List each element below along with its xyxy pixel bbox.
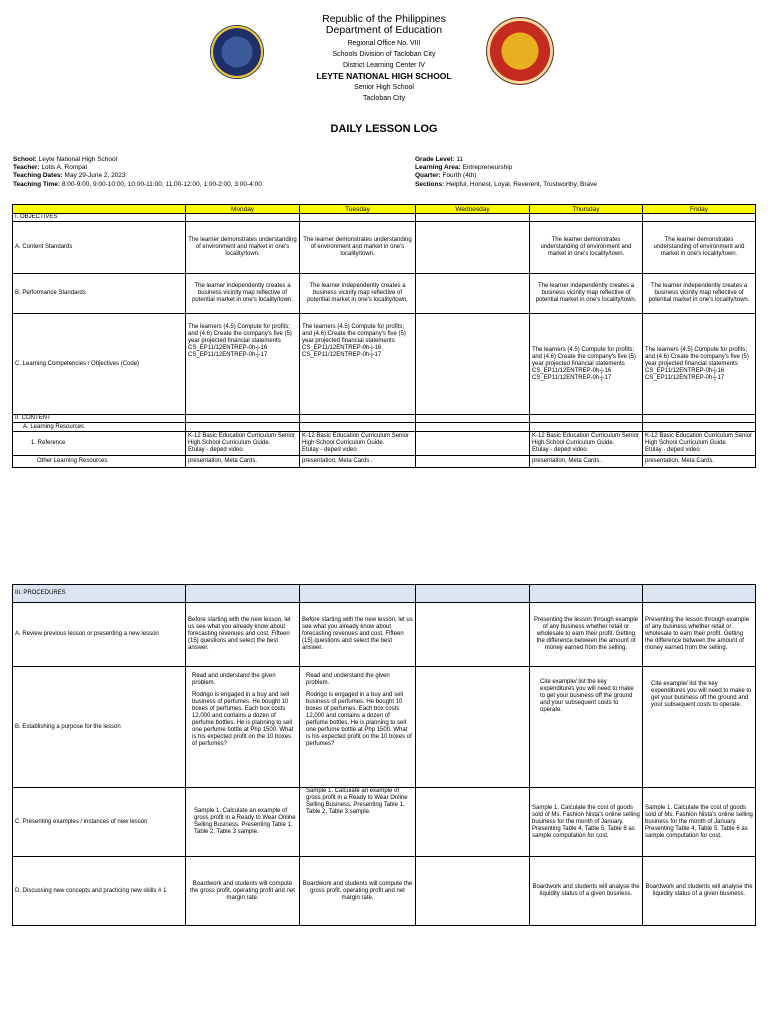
ref-thursday-text: K-12 Basic Education Curriculum Senior High School Curriculum Guide. bbox=[532, 433, 640, 446]
lc-monday-code1: CS_EP11/12ENTREP-0h-j-16 bbox=[188, 345, 268, 351]
cs-monday: The learner demonstrates understanding of environment and market in one's locality/town. bbox=[186, 222, 300, 274]
ref-friday bbox=[643, 432, 756, 456]
header-city: Tacloban City bbox=[362, 95, 406, 102]
learning-resources-row bbox=[13, 423, 756, 432]
examples-tuesday: Sample 1. Calculate an example of gross profit in a Ready to Wear Online Selling Business. Presenting Table 1, Table 2, Table 3 sample. bbox=[300, 788, 416, 857]
lc-monday-text: The learners (4.5) Compute for profits; and (4.6) Create the company's five (5) year projected financial statements bbox=[188, 324, 292, 344]
purpose-friday: Cite example/ list the key expenditures you will need to make to get your business off the ground and your subsequent costs to operate. bbox=[643, 667, 756, 788]
day-wednesday: Wednesday bbox=[416, 205, 530, 214]
other-friday: presentation, Meta Cards. bbox=[643, 456, 756, 468]
other-resources-label: Other Learning Resources bbox=[13, 456, 186, 468]
learning-resources-label: A. Learning Resources bbox=[13, 423, 186, 432]
ref-tuesday-etulay: Etulay - deped video bbox=[302, 447, 357, 453]
day-thursday: Thursday bbox=[530, 205, 643, 214]
purpose-label: B. Establishing a purpose for the lesson bbox=[13, 667, 186, 788]
ref-tuesday bbox=[300, 432, 416, 456]
purpose-monday bbox=[186, 667, 300, 788]
time-label: Teaching Time: bbox=[13, 180, 61, 188]
discussing-monday: Boardwork and students will compute the gross profit, operating profit and net margin rate. bbox=[186, 857, 300, 926]
other-monday: presentation, Meta Cards. bbox=[186, 456, 300, 468]
lc-tuesday-code2: CS_EP11/12ENTREP-0h-j-17 bbox=[302, 352, 382, 358]
purpose-monday-intro: Read and understand the given problem. bbox=[192, 673, 276, 686]
examples-monday: Sample 1. Calculate an example of gross profit in a Ready to Wear Online Selling Business. Presenting Table 1, Table 2, Table 3 sample. bbox=[186, 788, 300, 857]
objectives-heading: I. OBJECTIVES bbox=[13, 214, 186, 222]
review-tuesday: Before starting with the new lesson, let us see what you already know about forecasting revenues and cost. Fifteen (15) questions and select the best answer. bbox=[300, 603, 416, 667]
header-division: Schools Division of Tacloban City bbox=[332, 51, 436, 58]
ref-monday-text: K-12 Basic Education Curriculum Senior High School Curriculum Guide. bbox=[188, 433, 296, 446]
content-standards-label: A. Content Standards bbox=[13, 222, 186, 274]
competencies-row bbox=[13, 314, 756, 415]
ref-monday bbox=[186, 432, 300, 456]
examples-thursday: Sample 1. Calculate the cost of goods sold of Ms. Fashion Nista's online selling business for the month of January. Presenting Table 4, Table 5, Table 6 as sample computation for cost. bbox=[530, 788, 643, 857]
area-label: Learning Area: bbox=[415, 164, 461, 172]
procedures-row bbox=[13, 585, 756, 603]
purpose-tuesday-intro: Read and understand the given problem. bbox=[306, 673, 390, 686]
other-thursday: presentation, Meta Cards . bbox=[530, 456, 643, 468]
discussing-tuesday: Boardwork and students will compute the gross profit, operating profit and net margin rate. bbox=[300, 857, 416, 926]
info-left bbox=[13, 156, 403, 189]
lc-monday-code2: CS_EP11/12ENTREP-0h-j-17 bbox=[188, 352, 268, 358]
day-header-row bbox=[13, 205, 756, 214]
teacher-label: Teacher: bbox=[13, 164, 40, 172]
header-republic: Republic of the Philippines bbox=[322, 13, 446, 25]
ref-thursday-etulay: Etulay - deped video bbox=[532, 447, 587, 453]
other-resources-row bbox=[13, 456, 756, 468]
header-school: LEYTE NATIONAL HIGH SCHOOL bbox=[316, 71, 452, 81]
reference-row bbox=[13, 432, 756, 456]
content-row bbox=[13, 415, 756, 423]
teacher-value: Lotis A. Rompal bbox=[41, 164, 87, 172]
dates-label: Teaching Dates: bbox=[13, 172, 63, 180]
review-thursday: Presenting the lesson through example of any business whether retail or wholesale to earn their profit. Getting the difference between the amount of money earned from the selling. bbox=[530, 603, 643, 667]
sections-label: Sections: bbox=[415, 180, 445, 188]
purpose-tuesday-problem: Rodrigo is engaged in a buy and sell business of perfumes. He bought 10 boxes of perfumes. Each box costs 12,000 and contains a dozen of perfume bottles. He is planning to sell one perfume bottle at Php 1500. What is his expected profit on the 10 boxes of perfumes? bbox=[306, 692, 412, 747]
document-header bbox=[0, 14, 768, 104]
review-label: A. Review previous lesson or presenting a new lesson bbox=[13, 603, 186, 667]
objectives-table bbox=[12, 204, 756, 468]
discussing-label: D. Discussing new concepts and practicing new skills # 1 bbox=[13, 857, 186, 926]
cs-friday: The learner demonstrates understanding of environment and market in one's locality/town. bbox=[643, 222, 756, 274]
purpose-thursday: Cite example/ list the key expenditures you will need to make to get your business off the ground and your subsequent costs to operate. bbox=[530, 667, 643, 788]
other-tuesday: presentation, Meta Cards . bbox=[300, 456, 416, 468]
ref-thursday bbox=[530, 432, 643, 456]
page-title: DAILY LESSON LOG bbox=[330, 123, 438, 135]
school-value: Leyte National High School bbox=[38, 156, 118, 163]
grade-value: 11 bbox=[456, 156, 463, 163]
content-standards-row bbox=[13, 222, 756, 274]
procedures-heading: III. PROCEDURES bbox=[13, 585, 186, 603]
sections-value: Helpful, Honest, Loyal, Reverent, Trustworthy, Brave bbox=[446, 180, 597, 188]
lc-tuesday-code1: CS_EP11/12ENTREP-0h-j-16 bbox=[302, 345, 382, 351]
day-friday: Friday bbox=[643, 205, 756, 214]
discussing-thursday: Boardwork and students will analyse the liquidity status of a given business. bbox=[530, 857, 643, 926]
purpose-row bbox=[13, 667, 756, 788]
objectives-row bbox=[13, 214, 756, 222]
day-tuesday: Tuesday bbox=[300, 205, 416, 214]
grade-label: Grade Level: bbox=[415, 156, 455, 163]
examples-row bbox=[13, 788, 756, 857]
info-right bbox=[415, 156, 755, 189]
lc-friday bbox=[643, 314, 756, 415]
quarter-value: Fourth (4th) bbox=[442, 172, 477, 180]
lc-thursday-text: The learners (4.5) Compute for profits; and (4.6) Create the company's five (5) year projected financial statements bbox=[532, 346, 636, 367]
review-row bbox=[13, 603, 756, 667]
procedures-table bbox=[12, 584, 756, 926]
lc-monday bbox=[186, 314, 300, 415]
lc-thursday bbox=[530, 314, 643, 415]
ps-friday: The learner independently creates a business vicinity map reflective of potential market in one's locality/town. bbox=[643, 274, 756, 314]
discussing-friday: Boardwork and students will analyse the liquidity status of a given business. bbox=[643, 857, 756, 926]
school-label: School: bbox=[13, 156, 37, 163]
performance-standards-label: B. Performance Standards bbox=[13, 274, 186, 314]
reference-label: 1. Reference bbox=[13, 432, 186, 456]
lc-thursday-code1: CS_EP11/12ENTREP-0h-j-16 bbox=[532, 367, 612, 374]
performance-standards-row bbox=[13, 274, 756, 314]
header-deped: Department of Education bbox=[325, 24, 443, 36]
cs-thursday: The learner demonstrates understanding of environment and market in one's locality/town. bbox=[530, 222, 643, 274]
lc-friday-code2: CS_EP11/12ENTREP-0h-j-17 bbox=[645, 374, 725, 381]
competencies-label: C. Learning Competencies / Objectives (Code) bbox=[13, 314, 186, 415]
lc-thursday-code2: CS_EP11/12ENTREP-0h-j-17 bbox=[532, 374, 612, 381]
lc-tuesday-text: The learners (4.5) Compute for profits; and (4.6) Create the company's five (5) year projected financial statements bbox=[302, 324, 406, 344]
time-value: 8:00-9:00, 9:00-10:00, 10:00-11:00, 11:00-12:00, 1:00-2:00, 3:00-4:00 bbox=[61, 180, 262, 188]
ps-monday: The learner independently creates a business vicinity map reflective of potential market in one's locality/town. bbox=[186, 274, 300, 314]
review-monday: Before starting with the new lesson, let us see what you already know about forecasting revenues and cost. Fifteen (15) questions and select the best answer. bbox=[186, 603, 300, 667]
quarter-label: Quarter: bbox=[415, 172, 441, 180]
dates-value: May 29-June 2, 2023 bbox=[64, 172, 126, 180]
area-value: Entrepreneurship bbox=[462, 164, 513, 172]
ref-friday-text: K-12 Basic Education Curriculum Senior High School Curriculum Guide. bbox=[645, 433, 753, 446]
discussing-row bbox=[13, 857, 756, 926]
ps-thursday: The learner independently creates a business vicinity map reflective of potential market in one's locality/town. bbox=[530, 274, 643, 314]
header-shs: Senior High School bbox=[354, 84, 414, 91]
lc-tuesday bbox=[300, 314, 416, 415]
ref-monday-etulay: Etulay - deped video bbox=[188, 447, 243, 453]
examples-friday: Sample 1. Calculate the cost of goods sold of Ms. Fashion Nista's online selling business for the month of January. Presenting Table 4, Table 5, Table 6 as sample computation for cost. bbox=[643, 788, 756, 857]
header-district: District Learning Center IV bbox=[342, 62, 426, 69]
header-region: Regional Office No. VIII bbox=[347, 40, 421, 47]
purpose-monday-problem: Rodrigo is engaged in a buy and sell business of perfumes. He bought 10 boxes of perfumes. Each box costs 12,000 and contains a dozen of perfume bottles. He is planning to sell one perfume bottle at Php 1500. What is his expected profit on the 10 boxes of perfumes? bbox=[192, 692, 294, 747]
content-heading: II. CONTENT bbox=[13, 415, 186, 423]
ref-tuesday-text: K-12 Basic Education Curriculum Senior High School Curriculum Guide. bbox=[302, 433, 410, 446]
cs-tuesday: The learner demonstrates understanding of environment and market in one's locality/town. bbox=[300, 222, 416, 274]
lc-friday-code1: CS_EP11/12ENTREP-0h-j-16 bbox=[645, 367, 725, 374]
ref-friday-etulay: Etulay - deped video bbox=[645, 447, 700, 453]
day-monday: Monday bbox=[186, 205, 300, 214]
lc-friday-text: The learners (4.5) Compute for profits; and (4.6) Create the company's five (5) year projected financial statements bbox=[645, 346, 749, 367]
review-friday: Presenting the lesson through example of any business whether retail or wholesale to earn their profit. Getting the difference between the amount of money earned from the selling. bbox=[643, 603, 756, 667]
ps-tuesday: The learner independently creates a business vicinity map reflective of potential market in one's locality/town. bbox=[300, 274, 416, 314]
examples-label: C. Presenting examples / instances of new lesson bbox=[13, 788, 186, 857]
purpose-tuesday bbox=[300, 667, 416, 788]
